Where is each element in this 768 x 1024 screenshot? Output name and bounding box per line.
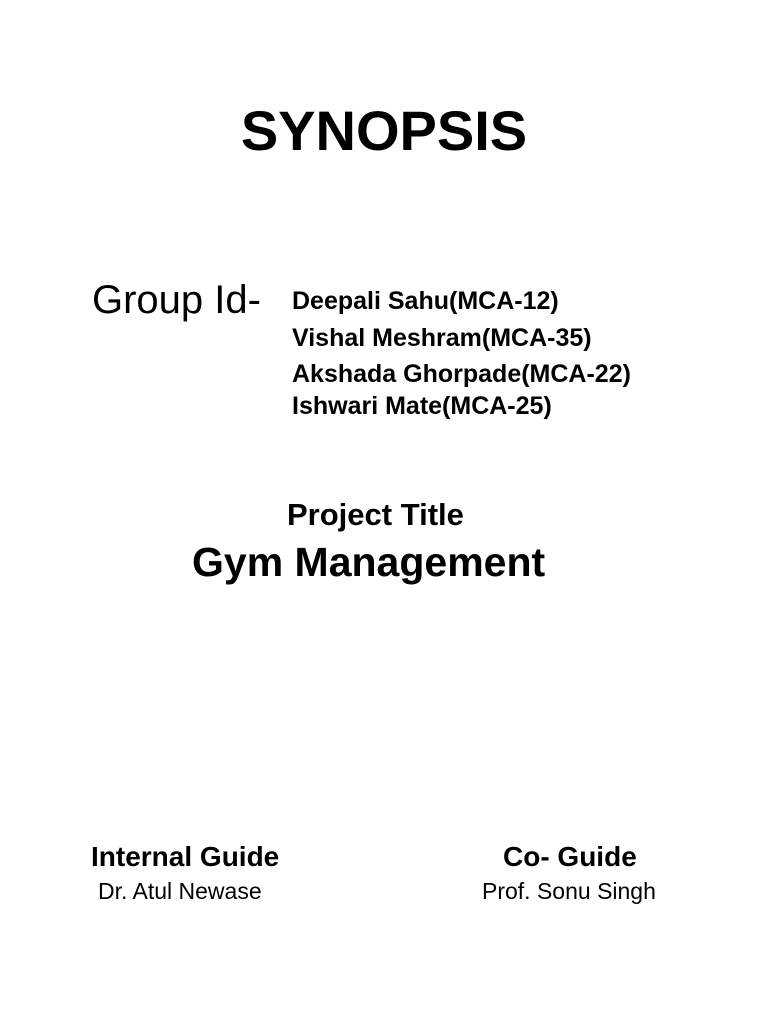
internal-guide-name: Dr. Atul Newase bbox=[98, 878, 262, 904]
document-title: SYNOPSIS bbox=[240, 99, 528, 162]
co-guide-name: Prof. Sonu Singh bbox=[482, 878, 656, 904]
member-item: Akshada Ghorpade(MCA-22) bbox=[292, 360, 631, 388]
project-name: Gym Management bbox=[192, 539, 546, 585]
member-item: Deepali Sahu(MCA-12) bbox=[292, 287, 559, 315]
project-title-label: Project Title bbox=[287, 497, 464, 532]
member-item: Ishwari Mate(MCA-25) bbox=[292, 392, 552, 420]
group-id-label: Group Id- bbox=[92, 278, 261, 322]
internal-guide-heading: Internal Guide bbox=[91, 841, 280, 872]
member-item: Vishal Meshram(MCA-35) bbox=[292, 324, 592, 352]
co-guide-heading: Co- Guide bbox=[503, 841, 637, 872]
